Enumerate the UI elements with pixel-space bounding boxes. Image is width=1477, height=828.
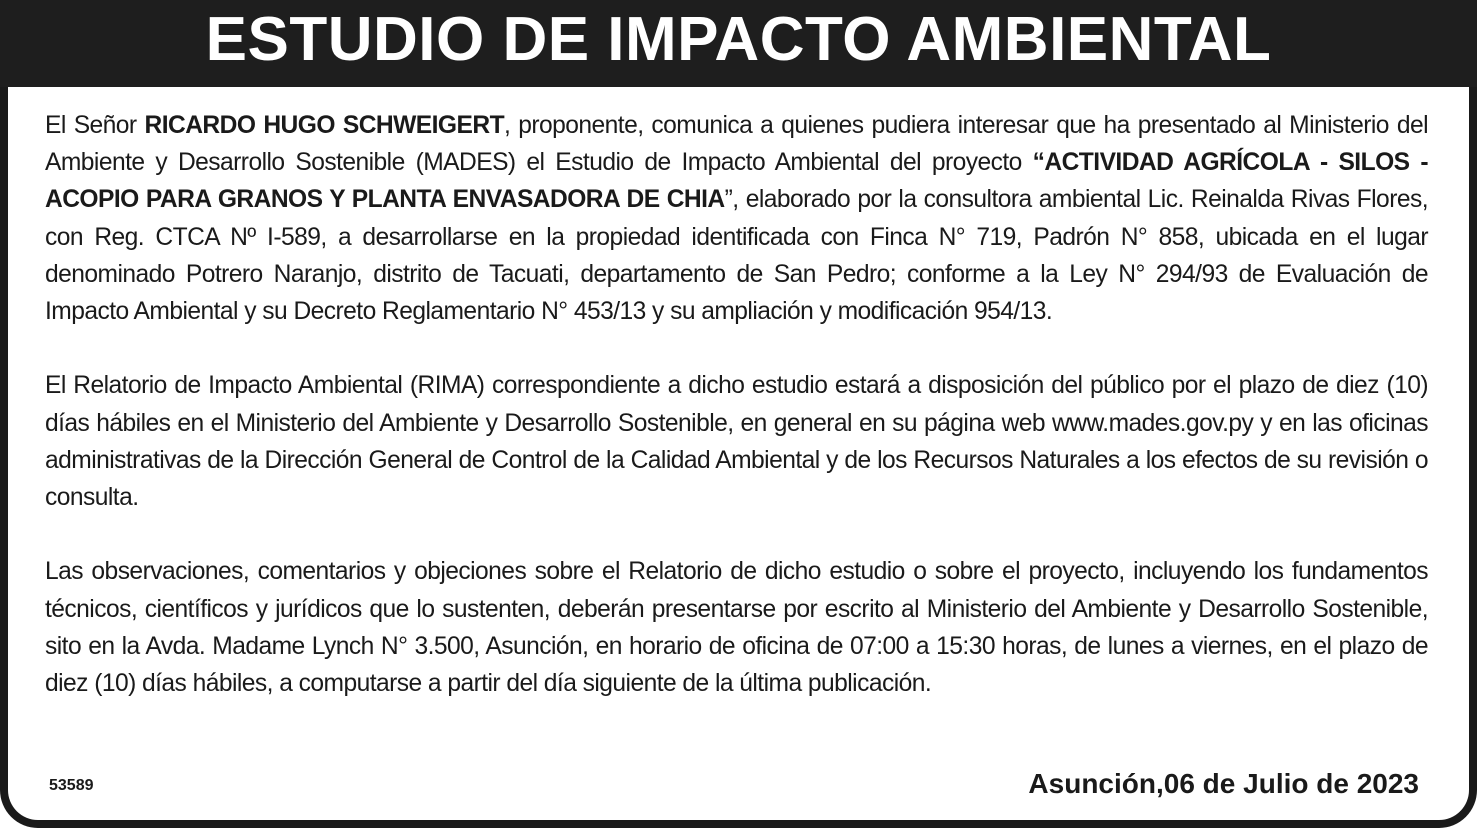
proponent-name: RICARDO HUGO SCHWEIGERT: [144, 112, 505, 139]
project-name: “ACTIVIDAD AGRÍCOLA - SILOS - ACOPIO PARA GRANOS Y PLANTA ENVASADORA DE CHIA: [45, 149, 1428, 214]
paragraph-1-text-c: ”, elaborado por la consultora ambiental Lic. Reinalda Rivas Flores, con Reg. CTCA Nº I-589, a desarrollarse en la propiedad identificada con Finca N° 719, Padrón N° 858, ubicada en el lugar denominado Potrero Naranjo, distrito de Tacuati, departamento de San Pedro; conforme a la Ley N° 294/93 de Evaluación de Impacto Ambiental y su Decreto Reglamentario N° 453/13 y su ampliación y modificación 954/13.: [45, 186, 1428, 326]
paragraph-1-text-a: El Señor: [45, 112, 145, 139]
notice-title: ESTUDIO DE IMPACTO AMBIENTAL: [0, 0, 1477, 87]
paragraph-3: Las observaciones, comentarios y objeciones sobre el Relatorio de dicho estudio o sobre el proyecto, incluyendo los fundamentos técnicos, científicos y jurídicos que lo sustenten, deberán presentarse por escrito al Ministerio del Ambiente y Desarrollo Sostenible, sito en la Avda. Madame Lynch N° 3.500, Asunción, en horario de oficina de 07:00 a 15:30 horas, de lunes a viernes, en el plazo de diez (10) días hábiles, a computarse a partir del día siguiente de la última publicación.: [45, 558, 1428, 698]
paragraph-1-text-b: , proponente, comunica a quienes pudiera interesar que ha presentado al Ministerio del Ambiente y Desarrollo Sostenible (MADES) el Estudio de Impacto Ambiental del proyecto: [45, 112, 1428, 177]
paragraph-1: [45, 107, 1428, 330]
publication-code: 53589: [49, 777, 94, 794]
paragraph-2: El Relatorio de Impacto Ambiental (RIMA) correspondiente a dicho estudio estará a disposición del público por el plazo de diez (10) días hábiles en el Ministerio del Ambiente y Desarrollo Sostenible, en general en su página web www.mades.gov.py y en las oficinas administrativas de la Dirección General de Control de la Calidad Ambiental y de los Recursos Naturales a los efectos de su revisión o consulta.: [45, 372, 1428, 512]
publication-date: Asunción,06 de Julio de 2023: [1028, 768, 1419, 799]
notice-body: [45, 107, 1428, 739]
